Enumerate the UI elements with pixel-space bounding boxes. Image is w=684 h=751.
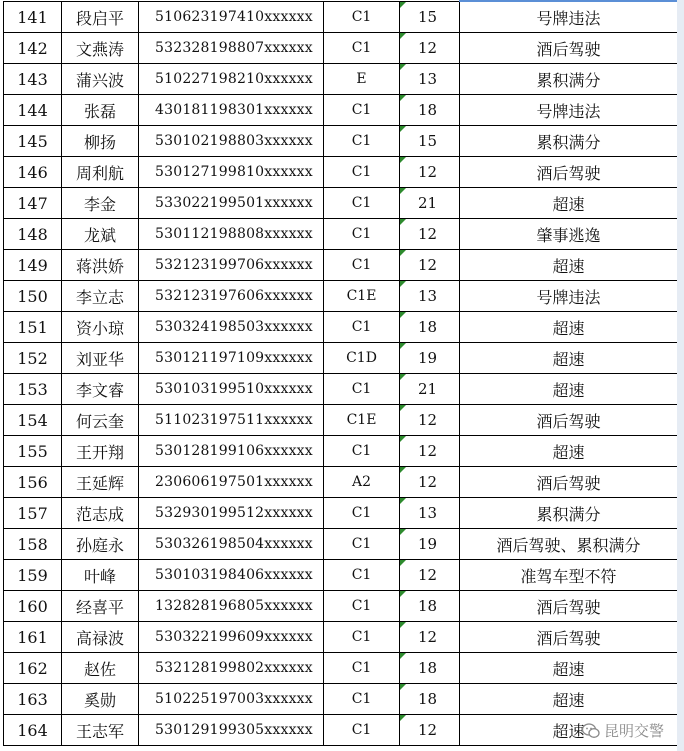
table-row (4, 219, 678, 250)
cell-name[interactable]: 王延辉 (62, 467, 139, 498)
cell-name[interactable]: 王开翔 (62, 436, 139, 467)
violation-table (3, 1, 678, 746)
cell-reason[interactable]: 号牌违法 (460, 2, 678, 33)
cell-points-text: 15 (418, 8, 438, 26)
cell-reason[interactable]: 酒后驾驶 (460, 467, 678, 498)
wechat-icon (582, 723, 600, 739)
cell-name[interactable]: 李文睿 (62, 374, 139, 405)
cell-points[interactable] (400, 126, 460, 157)
cell-points-text: 12 (418, 566, 438, 584)
cell-marker-icon (400, 281, 406, 287)
cell-reason[interactable]: 号牌违法 (460, 281, 678, 312)
table-row (4, 467, 678, 498)
table-row (4, 64, 678, 95)
cell-number[interactable]: 146 (4, 157, 62, 188)
table-row (4, 529, 678, 560)
table-row (4, 2, 678, 33)
cell-name[interactable]: 叶峰 (62, 560, 139, 591)
cell-points-text: 21 (418, 194, 438, 212)
cell-points-text: 12 (418, 256, 438, 274)
cell-reason[interactable]: 超速 (460, 436, 678, 467)
table-row (4, 405, 678, 436)
cell-license-class[interactable]: C1 (324, 33, 400, 64)
cell-number[interactable]: 156 (4, 467, 62, 498)
cell-marker-icon (400, 467, 406, 473)
cell-marker-icon (400, 653, 406, 659)
table-row (4, 250, 678, 281)
cell-number[interactable]: 151 (4, 312, 62, 343)
cell-license-class[interactable]: C1D (324, 343, 400, 374)
cell-license-class[interactable]: C1 (324, 250, 400, 281)
cell-reason[interactable]: 超速 (460, 188, 678, 219)
cell-name[interactable]: 范志成 (62, 498, 139, 529)
cell-number[interactable]: 144 (4, 95, 62, 126)
cell-license-class[interactable]: C1 (324, 312, 400, 343)
table-row (4, 498, 678, 529)
cell-number[interactable]: 143 (4, 64, 62, 95)
cell-points-text: 12 (418, 442, 438, 460)
cell-number[interactable]: 164 (4, 715, 62, 746)
cell-name[interactable]: 柳扬 (62, 126, 139, 157)
cell-number[interactable]: 141 (4, 2, 62, 33)
cell-marker-icon (400, 64, 406, 70)
cell-license-class[interactable]: E (324, 64, 400, 95)
cell-id-number[interactable]: 530102198803xxxxxx (139, 126, 324, 157)
cell-reason[interactable]: 酒后驾驶 (460, 405, 678, 436)
cell-reason[interactable]: 酒后驾驶 (460, 591, 678, 622)
cell-marker-icon (400, 33, 406, 39)
cell-number[interactable]: 155 (4, 436, 62, 467)
cell-id-number[interactable]: 230606197501xxxxxx (139, 467, 324, 498)
cell-id-number[interactable]: 132828196805xxxxxx (139, 591, 324, 622)
cell-reason[interactable]: 酒后驾驶 (460, 157, 678, 188)
cell-license-class[interactable]: C1 (324, 126, 400, 157)
scrollbar-edge[interactable] (677, 0, 684, 751)
cell-name[interactable]: 何云奎 (62, 405, 139, 436)
cell-number[interactable]: 161 (4, 622, 62, 653)
cell-id-number[interactable]: 532930199512xxxxxx (139, 498, 324, 529)
cell-points-text: 18 (418, 101, 438, 119)
cell-points[interactable] (400, 560, 460, 591)
cell-license-class[interactable]: C1 (324, 157, 400, 188)
cell-points-text: 18 (418, 659, 438, 677)
cell-id-number[interactable]: 532123199706xxxxxx (139, 250, 324, 281)
cell-points-text: 12 (418, 721, 438, 739)
cell-reason[interactable]: 超速 (460, 250, 678, 281)
cell-points[interactable] (400, 715, 460, 746)
cell-number[interactable]: 149 (4, 250, 62, 281)
cell-points-text: 12 (418, 411, 438, 429)
cell-points-text: 15 (418, 132, 438, 150)
cell-points[interactable] (400, 64, 460, 95)
cell-number[interactable]: 153 (4, 374, 62, 405)
cell-marker-icon (400, 95, 406, 101)
cell-name[interactable]: 赵佐 (62, 653, 139, 684)
cell-name[interactable]: 资小琼 (62, 312, 139, 343)
cell-marker-icon (400, 374, 406, 380)
cell-points[interactable] (400, 157, 460, 188)
table-row (4, 188, 678, 219)
cell-license-class[interactable]: C1E (324, 405, 400, 436)
table-row (4, 126, 678, 157)
cell-license-class[interactable]: C1 (324, 529, 400, 560)
cell-name[interactable]: 奚勋 (62, 684, 139, 715)
cell-points-text: 19 (418, 535, 438, 553)
cell-name[interactable]: 刘亚华 (62, 343, 139, 374)
cell-points-text: 18 (418, 597, 438, 615)
cell-number[interactable]: 150 (4, 281, 62, 312)
cell-license-class[interactable]: C1 (324, 560, 400, 591)
cell-marker-icon (400, 157, 406, 163)
cell-points[interactable] (400, 529, 460, 560)
cell-reason[interactable]: 超速 (460, 715, 678, 746)
table-row (4, 653, 678, 684)
cell-points[interactable] (400, 188, 460, 219)
cell-points-text: 13 (418, 70, 438, 88)
watermark-text: 昆明交警 (603, 722, 664, 740)
cell-number[interactable]: 163 (4, 684, 62, 715)
cell-points-text: 12 (418, 473, 438, 491)
cell-id-number[interactable]: 530127199810xxxxxx (139, 157, 324, 188)
watermark (582, 720, 664, 741)
cell-number[interactable]: 157 (4, 498, 62, 529)
cell-points[interactable] (400, 498, 460, 529)
cell-reason[interactable]: 酒后驾驶、累积满分 (460, 529, 678, 560)
cell-id-number[interactable]: 510623197410xxxxxx (139, 2, 324, 33)
cell-points-text: 18 (418, 690, 438, 708)
cell-license-class[interactable]: C1 (324, 219, 400, 250)
cell-license-class[interactable]: C1 (324, 498, 400, 529)
cell-reason[interactable]: 准驾车型不符 (460, 560, 678, 591)
cell-name[interactable]: 龙斌 (62, 219, 139, 250)
table-row (4, 374, 678, 405)
cell-points[interactable] (400, 467, 460, 498)
cell-id-number[interactable]: 530121197109xxxxxx (139, 343, 324, 374)
cell-marker-icon (400, 529, 406, 535)
cell-points-text: 19 (418, 349, 438, 367)
cell-license-class[interactable]: C1 (324, 95, 400, 126)
cell-reason[interactable]: 超速 (460, 374, 678, 405)
cell-points[interactable] (400, 219, 460, 250)
cell-name[interactable]: 文燕涛 (62, 33, 139, 64)
table-row (4, 343, 678, 374)
cell-marker-icon (400, 126, 406, 132)
cell-license-class[interactable]: C1 (324, 622, 400, 653)
cell-marker-icon (400, 188, 406, 194)
cell-id-number[interactable]: 532128199802xxxxxx (139, 653, 324, 684)
cell-marker-icon (400, 2, 406, 8)
cell-id-number[interactable]: 510227198210xxxxxx (139, 64, 324, 95)
table-row (4, 157, 678, 188)
table-row (4, 560, 678, 591)
cell-number[interactable]: 142 (4, 33, 62, 64)
cell-reason[interactable]: 酒后驾驶 (460, 33, 678, 64)
cell-name[interactable]: 蒋洪娇 (62, 250, 139, 281)
cell-marker-icon (400, 250, 406, 256)
cell-reason[interactable]: 酒后驾驶 (460, 622, 678, 653)
selection-border (459, 0, 683, 2)
table-row (4, 622, 678, 653)
cell-number[interactable]: 162 (4, 653, 62, 684)
cell-reason[interactable]: 累积满分 (460, 498, 678, 529)
cell-points[interactable] (400, 436, 460, 467)
cell-name[interactable]: 王志军 (62, 715, 139, 746)
cell-number[interactable]: 147 (4, 188, 62, 219)
cell-points-text: 13 (418, 504, 438, 522)
cell-id-number[interactable]: 533022199501xxxxxx (139, 188, 324, 219)
cell-name[interactable]: 李立志 (62, 281, 139, 312)
cell-license-class[interactable]: C1 (324, 591, 400, 622)
cell-name[interactable]: 高禄波 (62, 622, 139, 653)
cell-marker-icon (400, 405, 406, 411)
cell-reason[interactable]: 号牌违法 (460, 95, 678, 126)
cell-id-number[interactable]: 430181198301xxxxxx (139, 95, 324, 126)
table-body (4, 2, 678, 746)
cell-reason[interactable]: 累积满分 (460, 126, 678, 157)
cell-license-class[interactable]: C1 (324, 436, 400, 467)
cell-id-number[interactable]: 530128199106xxxxxx (139, 436, 324, 467)
cell-points[interactable] (400, 684, 460, 715)
cell-id-number[interactable]: 530322199609xxxxxx (139, 622, 324, 653)
cell-reason[interactable]: 超速 (460, 684, 678, 715)
cell-license-class[interactable]: C1 (324, 653, 400, 684)
cell-license-class[interactable]: C1 (324, 684, 400, 715)
cell-id-number[interactable]: 511023197511xxxxxx (139, 405, 324, 436)
cell-number[interactable]: 152 (4, 343, 62, 374)
cell-marker-icon (400, 219, 406, 225)
cell-number[interactable]: 160 (4, 591, 62, 622)
cell-points[interactable] (400, 405, 460, 436)
table-row (4, 281, 678, 312)
table-row (4, 684, 678, 715)
cell-name[interactable]: 段启平 (62, 2, 139, 33)
cell-points[interactable] (400, 2, 460, 33)
cell-marker-icon (400, 498, 406, 504)
cell-reason[interactable]: 累积满分 (460, 64, 678, 95)
cell-points[interactable] (400, 343, 460, 374)
cell-number[interactable]: 158 (4, 529, 62, 560)
cell-points[interactable] (400, 281, 460, 312)
cell-points[interactable] (400, 591, 460, 622)
cell-id-number[interactable]: 532123197606xxxxxx (139, 281, 324, 312)
table-row (4, 312, 678, 343)
table-row (4, 591, 678, 622)
cell-name[interactable]: 李金 (62, 188, 139, 219)
cell-name[interactable]: 周利航 (62, 157, 139, 188)
cell-number[interactable]: 145 (4, 126, 62, 157)
table-row (4, 436, 678, 467)
cell-name[interactable]: 蒲兴波 (62, 64, 139, 95)
cell-points[interactable] (400, 374, 460, 405)
cell-number[interactable]: 154 (4, 405, 62, 436)
cell-points-text: 12 (418, 163, 438, 181)
table-row (4, 95, 678, 126)
table-row (4, 715, 678, 746)
cell-number[interactable]: 148 (4, 219, 62, 250)
cell-name[interactable]: 经喜平 (62, 591, 139, 622)
cell-marker-icon (400, 343, 406, 349)
cell-points[interactable] (400, 653, 460, 684)
cell-reason[interactable]: 超速 (460, 653, 678, 684)
cell-marker-icon (400, 684, 406, 690)
cell-points[interactable] (400, 33, 460, 64)
cell-marker-icon (400, 312, 406, 318)
cell-id-number[interactable]: 532328198807xxxxxx (139, 33, 324, 64)
cell-marker-icon (400, 560, 406, 566)
cell-marker-icon (400, 715, 406, 721)
cell-points[interactable] (400, 95, 460, 126)
cell-id-number[interactable]: 530103198406xxxxxx (139, 560, 324, 591)
cell-points[interactable] (400, 622, 460, 653)
cell-id-number[interactable]: 530324198503xxxxxx (139, 312, 324, 343)
cell-points-text: 18 (418, 318, 438, 336)
cell-number[interactable]: 159 (4, 560, 62, 591)
cell-license-class[interactable]: A2 (324, 467, 400, 498)
cell-license-class[interactable]: C1 (324, 2, 400, 33)
cell-license-class[interactable]: C1E (324, 281, 400, 312)
cell-id-number[interactable]: 530103199510xxxxxx (139, 374, 324, 405)
cell-marker-icon (400, 591, 406, 597)
cell-name[interactable]: 孙庭永 (62, 529, 139, 560)
cell-license-class[interactable]: C1 (324, 188, 400, 219)
cell-marker-icon (400, 436, 406, 442)
cell-license-class[interactable]: C1 (324, 715, 400, 746)
cell-reason[interactable]: 肇事逃逸 (460, 219, 678, 250)
cell-id-number[interactable]: 530112198808xxxxxx (139, 219, 324, 250)
cell-id-number[interactable]: 510225197003xxxxxx (139, 684, 324, 715)
cell-points[interactable] (400, 250, 460, 281)
cell-name[interactable]: 张磊 (62, 95, 139, 126)
cell-reason[interactable]: 超速 (460, 312, 678, 343)
cell-marker-icon (400, 622, 406, 628)
cell-points-text: 12 (418, 628, 438, 646)
cell-reason[interactable]: 超速 (460, 343, 678, 374)
cell-points[interactable] (400, 312, 460, 343)
cell-id-number[interactable]: 530129199305xxxxxx (139, 715, 324, 746)
cell-points-text: 21 (418, 380, 438, 398)
cell-license-class[interactable]: C1 (324, 374, 400, 405)
table-row (4, 33, 678, 64)
cell-id-number[interactable]: 530326198504xxxxxx (139, 529, 324, 560)
cell-points-text: 12 (418, 225, 438, 243)
cell-points-text: 12 (418, 39, 438, 57)
cell-points-text: 13 (418, 287, 438, 305)
